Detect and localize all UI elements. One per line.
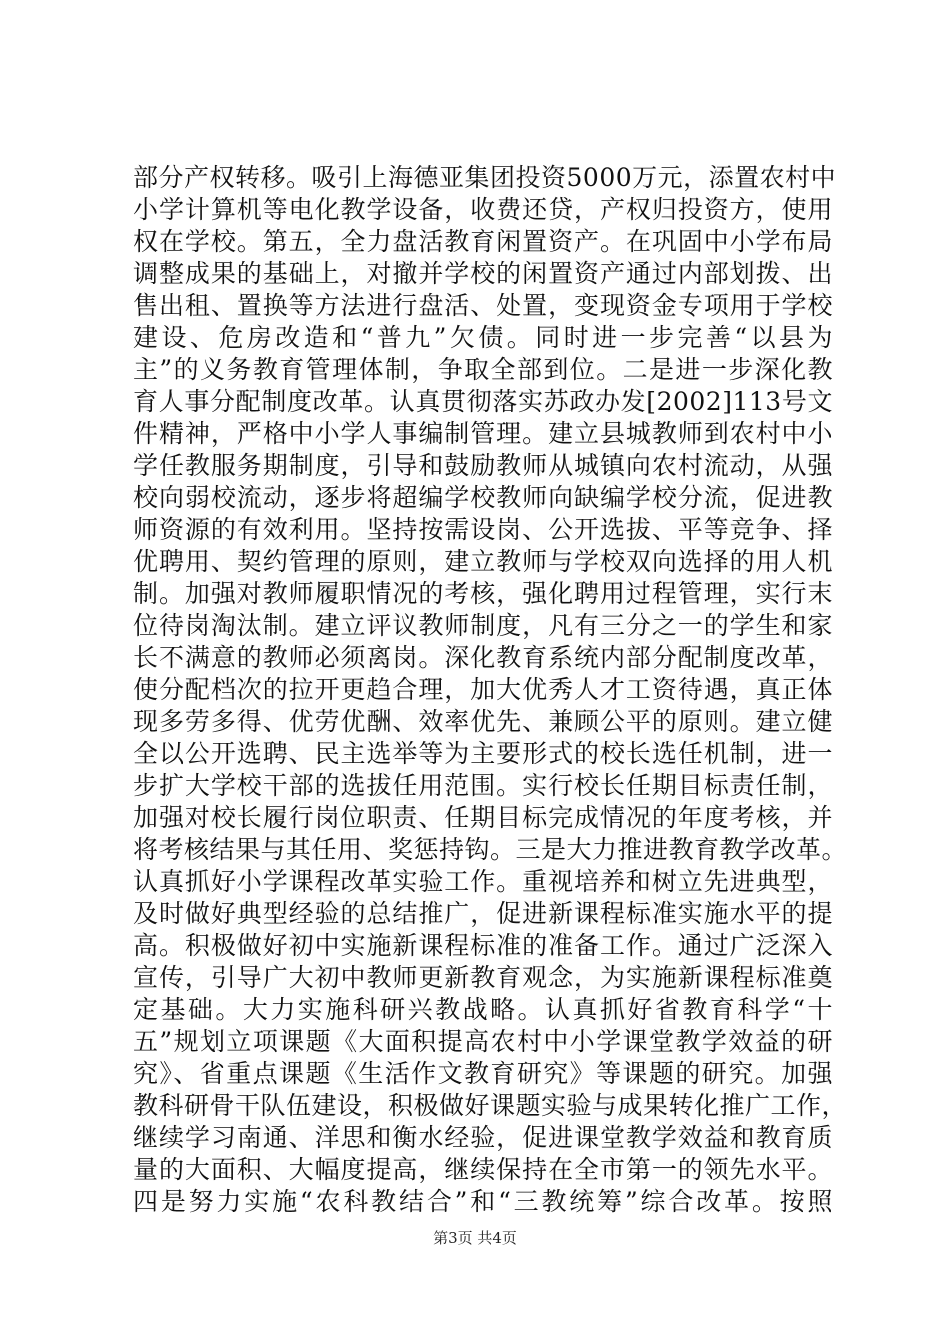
text-line: 制。加强对教师履职情况的考核，强化聘用过程管理，实行末 [133,579,833,608]
text-line: 四是努力实施“农科教结合”和“三教统筹”综合改革。按照 [133,1187,833,1216]
text-line: 育人事分配制度改革。认真贯彻落实苏政办发[2002]113号文 [133,387,833,416]
text-line: 现多劳多得、优劳优酬、效率优先、兼顾公平的原则。建立健 [133,707,833,736]
text-line: 步扩大学校干部的选拔任用范围。实行校长任期目标责任制， [133,771,833,800]
text-line: 究》、省重点课题《生活作文教育研究》等课题的研究。加强 [133,1059,833,1088]
text-line: 定基础。大力实施科研兴教战略。认真抓好省教育科学“十 [133,995,833,1024]
text-line: 继续学习南通、洋思和衡水经验，促进课堂教学效益和教育质 [133,1123,833,1152]
text-line: 售出租、置换等方法进行盘活、处置，变现资金专项用于学校 [133,291,833,320]
body-text [133,162,848,1218]
text-line: 教科研骨干队伍建设，积极做好课题实验与成果转化推广工作， [133,1091,848,1120]
text-line: 优聘用、契约管理的原则，建立教师与学校双向选择的用人机 [133,547,833,576]
text-line: 调整成果的基础上，对撤并学校的闲置资产通过内部划拨、出 [133,259,833,288]
text-line: 量的大面积、大幅度提高，继续保持在全市第一的领先水平。 [133,1155,833,1184]
text-line: 权在学校。第五，全力盘活教育闲置资产。在巩固中小学布局 [133,227,833,256]
text-line: 全以公开选聘、民主选举等为主要形式的校长选任机制，进一 [133,739,833,768]
text-line: 校向弱校流动，逐步将超编学校教师向缺编学校分流，促进教 [133,483,833,512]
text-line: 建设、危房改造和“普九”欠债。同时进一步完善“以县为 [133,323,833,352]
text-line: 及时做好典型经验的总结推广，促进新课程标准实施水平的提 [133,899,833,928]
text-line: 小学计算机等电化教学设备，收费还贷，产权归投资方，使用 [133,195,833,224]
text-line: 主”的义务教育管理体制，争取全部到位。二是进一步深化教 [133,355,833,384]
page-footer: 第3页 共4页 [433,1229,517,1247]
text-line: 宣传，引导广大初中教师更新教育观念，为实施新课程标准奠 [133,963,833,992]
text-line: 加强对校长履行岗位职责、任期目标完成情况的年度考核，并 [133,803,833,832]
text-line: 师资源的有效利用。坚持按需设岗、公开选拔、平等竞争、择 [133,515,833,544]
text-line: 部分产权转移。吸引上海德亚集团投资5000万元，添置农村中 [133,163,837,192]
text-line: 使分配档次的拉开更趋合理，加大优秀人才工资待遇，真正体 [133,675,833,704]
text-line: 位待岗淘汰制。建立评议教师制度，凡有三分之一的学生和家 [133,611,833,640]
text-line: 认真抓好小学课程改革实验工作。重视培养和树立先进典型， [133,867,833,896]
text-line: 长不满意的教师必须离岗。深化教育系统内部分配制度改革， [133,643,833,672]
text-line: 件精神，严格中小学人事编制管理。建立县城教师到农村中小 [133,419,833,448]
text-line: 高。积极做好初中实施新课程标准的准备工作。通过广泛深入 [133,931,833,960]
text-line: 学任教服务期制度，引导和鼓励教师从城镇向农村流动，从强 [133,451,833,480]
text-line: 五”规划立项课题《大面积提高农村中小学课堂教学效益的研 [133,1027,833,1056]
text-line: 将考核结果与其任用、奖惩持钩。三是大力推进教育教学改革。 [133,835,848,864]
